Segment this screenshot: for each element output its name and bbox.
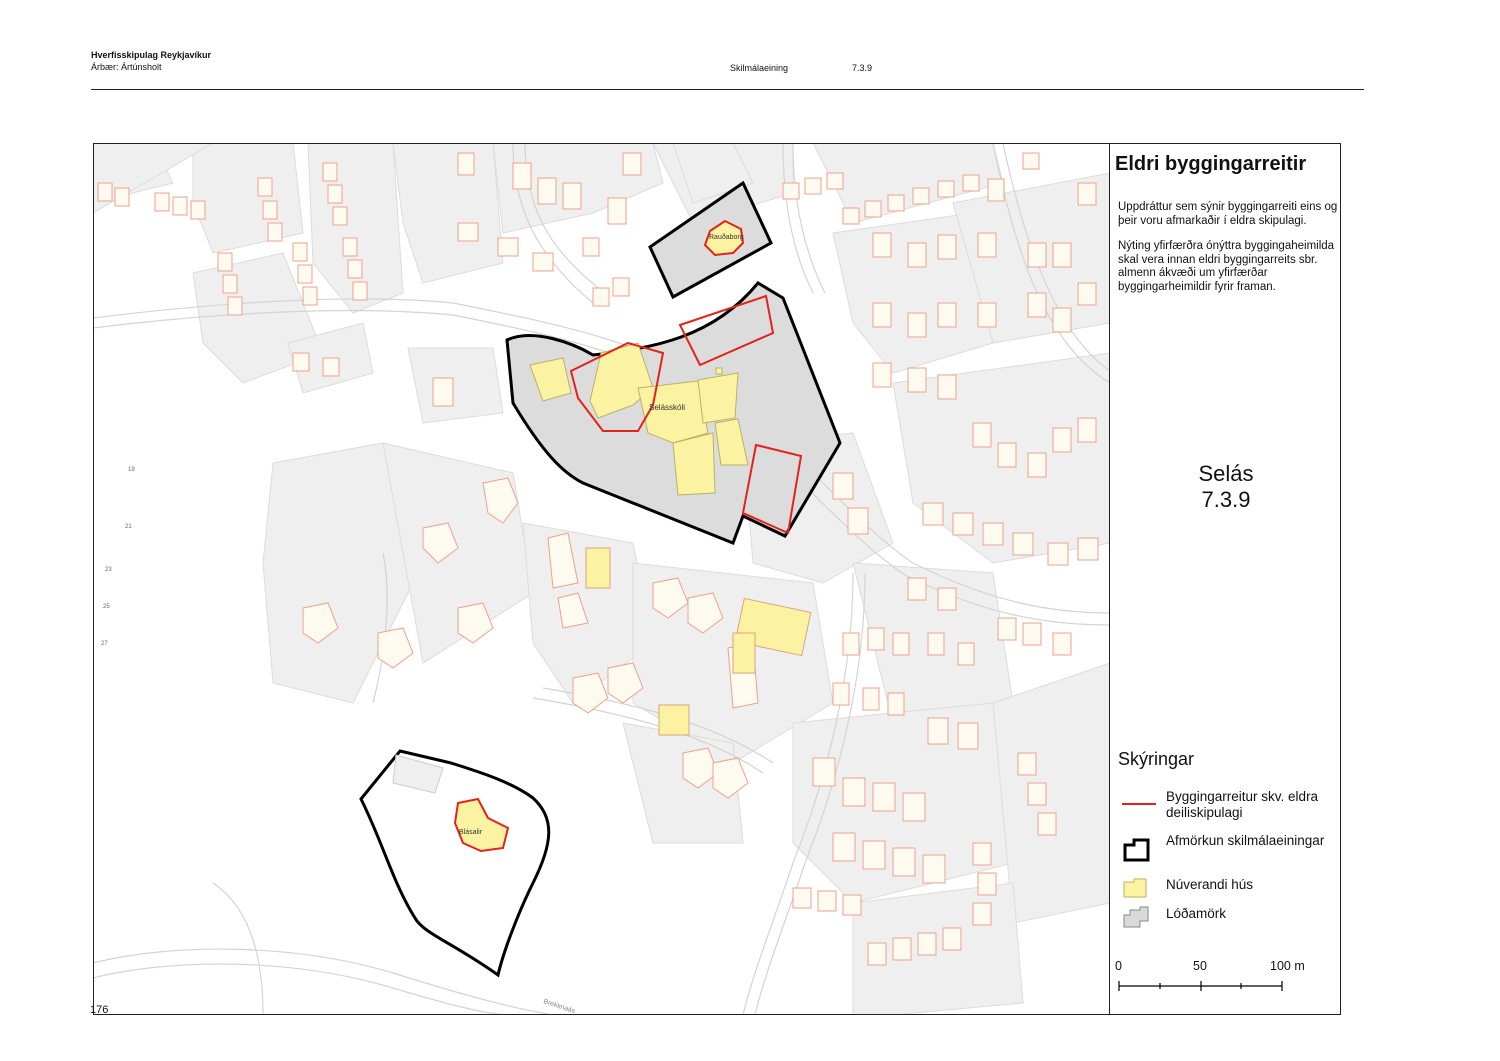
scalebar-label-0: 0 <box>1115 959 1122 973</box>
scalebar <box>1118 979 1298 993</box>
section-code: 7.3.9 <box>852 63 873 73</box>
label-street: Brekknaás <box>542 998 577 1015</box>
panel-title: Eldri byggingarreitir <box>1115 153 1307 175</box>
label-house-19: 19 <box>128 467 135 473</box>
legend-label: Lóðamörk <box>1166 906 1227 921</box>
label-house-23: 23 <box>105 567 112 573</box>
description-paragraph-1: Uppdráttur sem sýnir byggingarreiti eins og þeir voru afmarkaðir í eldra skipulagi. <box>1118 201 1338 227</box>
legend-label: Afmörkun skilmálaeiningar <box>1166 833 1325 848</box>
yellow-building-icon <box>1122 877 1152 901</box>
scalebar-label-100: 100 m <box>1270 959 1305 973</box>
area-heading <box>1110 461 1342 513</box>
legend-label: Byggingarreitur skv. eldra deiliskipulagi <box>1166 789 1319 820</box>
black-outline-icon <box>1122 837 1152 863</box>
page-number: 176 <box>90 1004 109 1016</box>
label-blasalir: Blásalir <box>459 829 482 836</box>
side-panel <box>1109 143 1341 1015</box>
area-code: 7.3.9 <box>1201 487 1251 512</box>
red-line-icon <box>1122 799 1156 809</box>
description-paragraph-2: Nýting yfirfærðra ónýttra byggingaheimilda skal vera innan eldri byggingarreits sbr. almenn ákvæði um yfirfærðar byggingarheimildir fyrir framan. <box>1118 240 1335 293</box>
label-house-25: 25 <box>103 604 110 610</box>
header-divider <box>91 89 1364 90</box>
document-subtitle: Árbær: Ártúnsholt <box>91 62 162 72</box>
legend-title: Skýringar <box>1118 749 1195 769</box>
area-name: Selás <box>1198 461 1254 486</box>
label-house-21: 21 <box>125 524 132 530</box>
document-title: Hverfisskipulag Reykjavíkur <box>91 50 212 60</box>
label-raudaborg: Rauðaborg <box>709 234 744 241</box>
label-selasskoli: Selásskóli <box>649 403 686 412</box>
scalebar-label-50: 50 <box>1193 959 1207 973</box>
legend-label: Núverandi hús <box>1166 877 1254 892</box>
gray-lot-icon <box>1122 906 1152 930</box>
label-house-27: 27 <box>101 641 108 647</box>
panel-description <box>1118 201 1340 306</box>
section-label: Skilmálaeining <box>730 63 789 73</box>
